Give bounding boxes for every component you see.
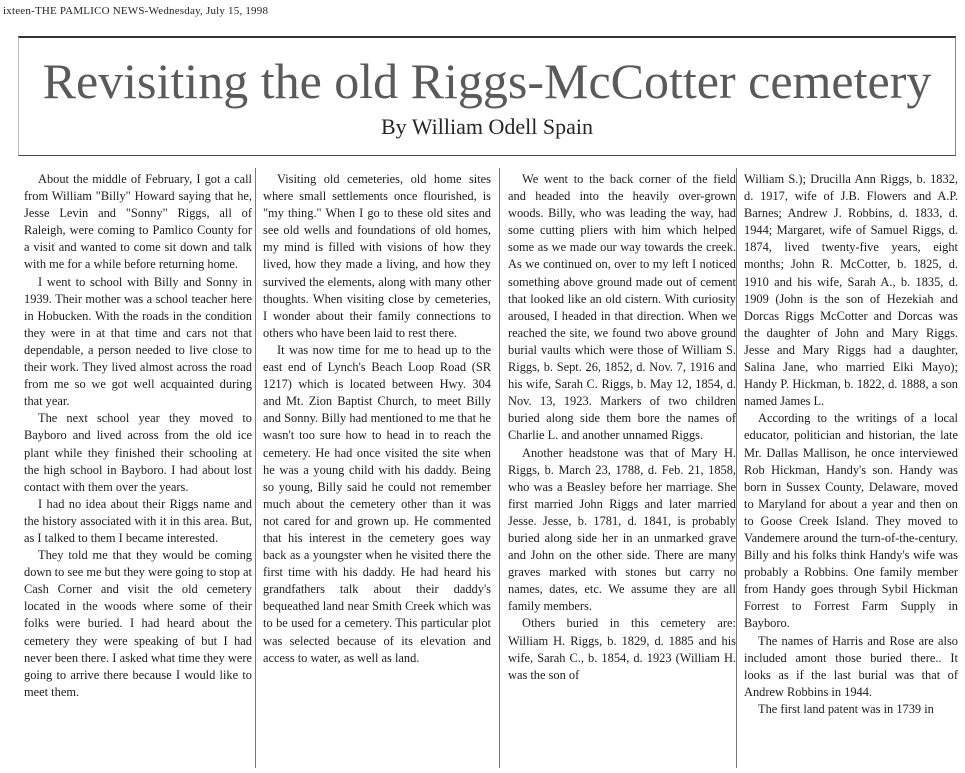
paragraph: William S.); Drucilla Ann Riggs, b. 1832, d. 1917, wife of J.B. Flowers and A.P. Barnes; Andrew J. Robbins, d. 1833, d. 1944; Margaret, wife of Samuel Riggs, d. 1874, lived twenty-five years, eight months; John R. McCotter, b. 1825, d. 1910 and his wife, Sarah A., b. 1835, d. 1909 (John is the son of Hezekiah and Dorcas Riggs McCotter and Dorcas was the daughter of John and Mary Riggs. Jesse and Mary Riggs had a daughter, Salina Jane, who married Elki Mayo); Handy P. Hickman, b. 1822, d. 1888, a son named James L. [744, 172, 958, 409]
article-column-2 [263, 171, 491, 771]
article-column-1 [24, 171, 252, 771]
paragraph: We went to the back corner of the field and headed into the heavily over-grown woods. Billy, who was leading the way, had some cutting pliers with him which helped some as we made our way towards the creek. As we continued on, over to my left I noticed something above ground made out of cement that looked like an old cistern. With curiosity aroused, I headed in that direction. When we reached the site, we found two above ground burial vaults which were those of William S. Riggs, b. Sept. 26, 1852, d. Nov. 7, 1916 and his wife, Sarah C. Riggs, b. May 12, 1854, d. Nov. 13, 1923. Markers of two children buried along side them bore the names of Charlie L. and another unnamed Riggs. [508, 172, 736, 443]
paragraph: Another headstone was that of Mary H. Riggs, b. March 23, 1788, d. Feb. 21, 1858, who was a Beasley before her marriage. She first married John Riggs and later married Jesse. Jesse, b. 1781, d. 1841, is probably buried along side her in an unmarked grave and John on the other side. There are many graves marked with stones but carry no names, dates, etc. We assume they are all family members. [508, 445, 736, 614]
page-folio: ixteen-THE PAMLICO NEWS-Wednesday, July 15, 1998 [3, 5, 269, 17]
paragraph: The first land patent was in 1739 in [758, 701, 934, 716]
byline: By William Odell Spain [381, 114, 593, 139]
paragraph: According to the writings of a local educator, politician and historian, the late Mr. Dallas Mallison, he once interviewed Rob Hickman, Handy's son. Handy was born in Sussex County, Delaware, moved to Maryland for about a year and then on to Goose Creek Island. They moved to Vandemere around the turn-of-the-century. Billy and his folks think Handy's wife was probably a Robbins. One family member from Handy goes through Sybil Hickman Forrest to Forrest Farm Supply in Bayboro. [744, 411, 958, 631]
paragraph: They told me that they would be coming down to see me but they were going to stop at Cash Corner and visit the old cemetery located in the woods where some of their folks were buried. I had heard about the cemetery they were speaking of but I had never been there. I asked what time they were going to arrive there because I would like to meet them. [24, 548, 252, 699]
paragraph: About the middle of February, I got a call from William "Billy" Howard saying that he, Jesse Levin and "Sonny" Riggs, all of Raleigh, were coming to Pamlico County for a visit and wanted to come sit down and talk with me for a while before returning home. [24, 172, 252, 272]
paragraph: The next school year they moved to Bayboro and lived across from the old ice plant while they finished their schooling at the high school in Bayboro. I had about lost contact with them over the years. [24, 411, 252, 494]
paragraph: The names of Harris and Rose are also included amont those buried there.. It looks as if the last burial was that of Andrew Robbins in 1944. [744, 633, 958, 699]
paragraph: It was now time for me to head up to the east end of Lynch's Beach Loop Road (SR 1217) which is located between Hwy. 304 and Mt. Zion Baptist Church, to meet Billy and Sonny. Billy had mentioned to me that he wasn't too sure how to head in to reach the cemetery. He had once visited the site when he was a young child with his daddy. Being so young, Billy said he could not remember much about the cemetery other than it was not cared for and grown up. He commented that his interest in the cemetery goes way back as a youngster when he visited there the first time with his daddy. He had heard his grandfathers talk about their daddy's bequeathed land near Smith Creek which was to be used for a cemetery. This particular plot was selected because of its elevation and access to water, as well as land. [263, 342, 491, 665]
headline-box [18, 36, 956, 156]
column-rule [499, 168, 500, 768]
paragraph: Visiting old cemeteries, old home sites where small settlements once flourished, is "my thing." When I go to these old sites and see old wells and foundations of old homes, my mind is filled with visions of how they lived, how they made a living, and how they survived the elements, along with many other thoughts. When visiting close by cemeteries, I wonder about their family connections to others who have been laid to rest there. [263, 172, 491, 340]
column-rule [255, 168, 256, 768]
article-column-3 [508, 171, 736, 771]
headline: Revisiting the old Riggs-McCotter cemetery [42, 53, 932, 109]
paragraph: I had no idea about their Riggs name and the history associated with it in this area. But, as I talked to them I became interested. [24, 496, 252, 545]
column-rule [736, 168, 737, 768]
paragraph: Others buried in this cemetery are: William H. Riggs, b. 1829, d. 1885 and his wife, Sarah C., b. 1854, d. 1923 (William H. was the son of [508, 616, 736, 682]
article-column-4 [744, 171, 958, 771]
paragraph: I went to school with Billy and Sonny in 1939. Their mother was a school teacher here in Hobucken. With the roads in the condition they were in at that time and cars not that dependable, a person needed to live close to their work. They lived almost across the road from me so we got well acquainted during that year. [24, 274, 252, 409]
